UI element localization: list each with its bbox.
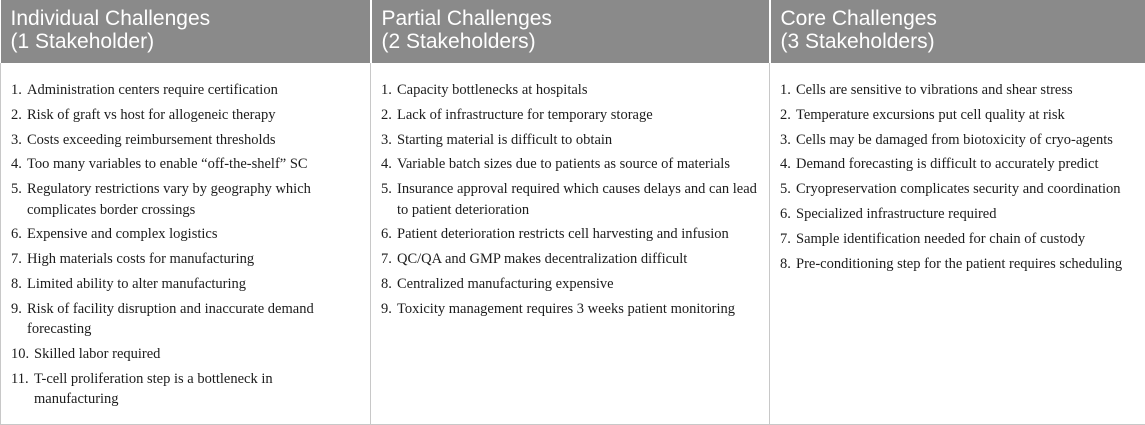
list-item — [381, 179, 759, 220]
item-text: Variable batch sizes due to patients as source of materials — [397, 156, 730, 173]
list-item — [780, 229, 1135, 250]
header-partial-challenges — [371, 0, 770, 63]
item-text: Cells are sensitive to vibrations and shear stress — [796, 82, 1073, 98]
item-number: 7. — [381, 251, 392, 268]
item-text: QC/QA and GMP makes decentralization difficult — [397, 251, 688, 268]
list-item — [11, 224, 360, 245]
item-text: Costs exceeding reimbursement thresholds — [27, 131, 276, 148]
item-number: 1. — [11, 82, 22, 98]
item-text: Limited ability to alter manufacturing — [27, 276, 247, 293]
list-item — [381, 249, 759, 270]
individual-challenges-cell — [1, 63, 371, 425]
item-text: Lack of infrastructure for temporary storage — [397, 106, 653, 123]
list-item — [780, 154, 1135, 175]
list-item — [780, 130, 1135, 151]
item-text: Patient deterioration restricts cell harvesting and infusion — [397, 226, 729, 243]
item-number: 1. — [381, 82, 392, 98]
partial-challenges-cell — [371, 63, 770, 425]
item-text: Cryopreservation complicates security and coordination — [796, 181, 1121, 198]
list-item — [381, 299, 759, 320]
item-text: Risk of graft vs host for allogeneic therapy — [27, 106, 276, 123]
item-number: 9. — [381, 300, 392, 317]
item-number: 5. — [780, 181, 791, 198]
item-text: Insurance approval required which causes delays and can lead to patient deterioration — [397, 181, 757, 218]
core-challenges-list — [780, 80, 1135, 274]
item-number: 2. — [11, 106, 22, 123]
list-item — [381, 274, 759, 295]
list-item — [11, 130, 360, 151]
header-title: Partial Challenges — [381, 7, 552, 30]
item-number: 1. — [780, 82, 791, 98]
item-number: 10. — [11, 346, 30, 363]
item-text: T-cell proliferation step is a bottleneck in manufacturing — [34, 370, 273, 408]
item-number: 4. — [381, 156, 392, 173]
header-individual-challenges — [1, 0, 371, 63]
item-number: 8. — [780, 255, 791, 272]
item-text: Temperature excursions put cell quality at risk — [796, 106, 1065, 123]
partial-challenges-list — [381, 80, 759, 319]
item-number: 11. — [11, 370, 29, 387]
item-number: 7. — [780, 230, 791, 247]
list-item — [11, 344, 360, 365]
list-item — [11, 179, 360, 220]
item-text: Demand forecasting is difficult to accurately predict — [796, 156, 1099, 173]
item-number: 3. — [381, 131, 392, 148]
list-item — [11, 249, 360, 270]
list-item — [381, 224, 759, 245]
item-text: Toxicity management requires 3 weeks patient monitoring — [397, 300, 736, 317]
header-subtitle: (2 Stakeholders) — [381, 30, 536, 53]
body-row — [1, 63, 1145, 425]
item-text: Specialized infrastructure required — [796, 205, 997, 222]
item-text: Sample identification needed for chain of custody — [796, 230, 1086, 247]
item-number: 7. — [11, 251, 22, 268]
item-number: 3. — [11, 131, 22, 148]
item-text: Pre-conditioning step for the patient requires scheduling — [796, 255, 1123, 272]
item-text: Cells may be damaged from biotoxicity of cryo-agents — [796, 131, 1113, 148]
list-item — [11, 105, 360, 126]
item-number: 4. — [11, 156, 22, 173]
individual-challenges-list — [11, 80, 360, 410]
item-text: Capacity bottlenecks at hospitals — [397, 82, 588, 98]
header-title: Individual Challenges — [10, 7, 211, 30]
item-text: Expensive and complex logistics — [27, 226, 218, 243]
core-challenges-cell — [770, 63, 1145, 425]
list-item — [11, 299, 360, 340]
item-number: 8. — [381, 276, 392, 293]
item-text: Administration centers require certification — [27, 82, 278, 98]
item-number: 6. — [11, 226, 22, 243]
item-number: 2. — [780, 106, 791, 123]
item-number: 9. — [11, 300, 22, 317]
header-row — [1, 0, 1145, 63]
list-item — [780, 254, 1135, 275]
item-number: 6. — [780, 205, 791, 222]
item-number: 5. — [11, 181, 22, 198]
header-title: Core Challenges — [780, 7, 937, 30]
item-number: 3. — [780, 131, 791, 148]
header-subtitle: (3 Stakeholders) — [780, 30, 935, 53]
item-text: Centralized manufacturing expensive — [397, 276, 614, 293]
list-item — [381, 105, 759, 126]
item-number: 6. — [381, 226, 392, 243]
list-item — [780, 80, 1135, 101]
header-core-challenges — [770, 0, 1145, 63]
list-item — [11, 154, 360, 175]
item-text: Skilled labor required — [34, 346, 161, 363]
item-text: High materials costs for manufacturing — [27, 251, 255, 268]
list-item — [381, 154, 759, 175]
list-item — [381, 80, 759, 101]
item-number: 4. — [780, 156, 791, 173]
item-number: 8. — [11, 276, 22, 293]
item-text: Too many variables to enable “off-the-shelf” SC — [27, 156, 308, 173]
item-text: Regulatory restrictions vary by geography which complicates border crossings — [27, 181, 311, 218]
list-item — [11, 369, 360, 410]
list-item — [780, 105, 1135, 126]
header-subtitle: (1 Stakeholder) — [10, 30, 155, 53]
list-item — [11, 80, 360, 101]
item-text: Starting material is difficult to obtain — [397, 131, 613, 148]
list-item — [381, 130, 759, 151]
item-number: 2. — [381, 106, 392, 123]
item-text: Risk of facility disruption and inaccurate demand forecasting — [27, 300, 314, 338]
list-item — [780, 179, 1135, 200]
list-item — [11, 274, 360, 295]
item-number: 5. — [381, 181, 392, 198]
list-item — [780, 204, 1135, 225]
